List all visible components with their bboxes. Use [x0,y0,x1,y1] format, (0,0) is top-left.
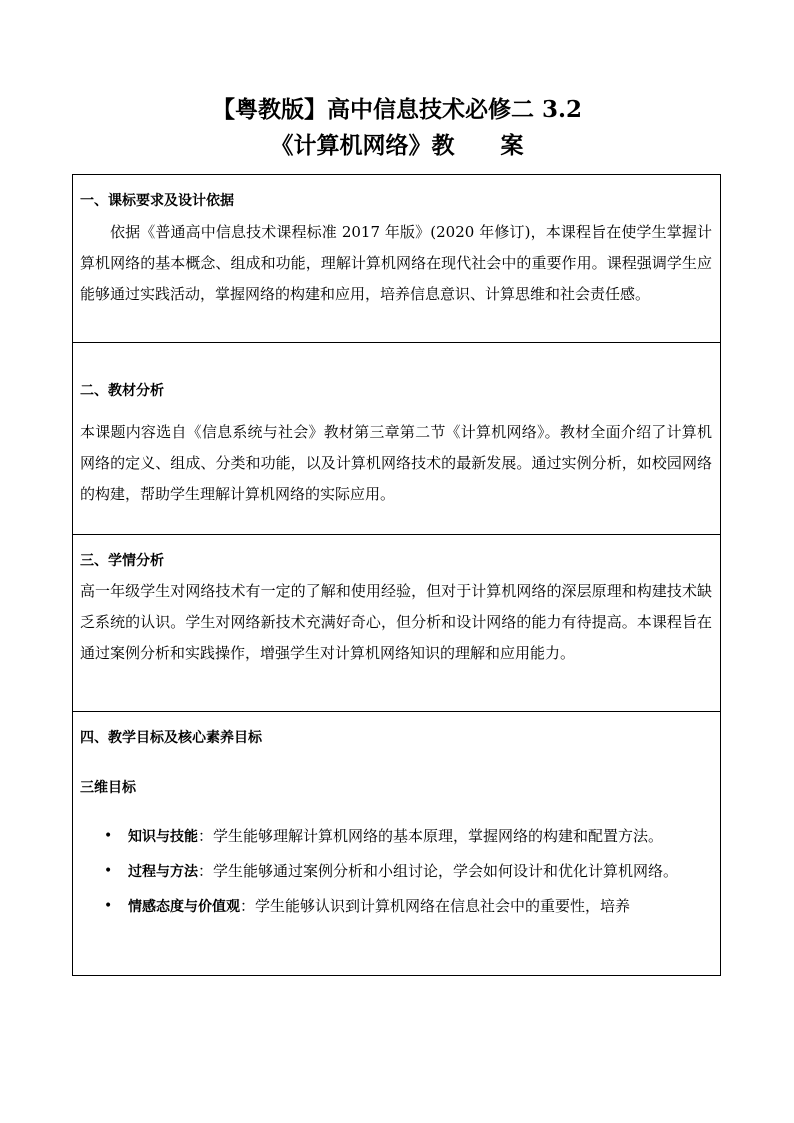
section-heading: 二、教材分析 [80,383,164,399]
objective-label: 情感态度与价值观 [128,899,240,915]
document-title-line-2: 《计算机网络》教 案 [270,132,524,159]
bullet-icon: • [104,898,113,914]
section-body: 高一年级学生对网络技术有一定的了解和使用经验，但对于计算机网络的深层原理和构建技术缺乏系统的认识。学生对网络新技术充满好奇心，但分析和设计网络的能力有待提高。本课程旨在通过案例分析和实践操作，增强学生对计算机网络知识的理解和应用能力。 [80,582,712,662]
section-curriculum-requirements [73,175,720,342]
bullet-icon: • [104,828,113,844]
section-subheading: 三维目标 [80,780,136,796]
section-body: 本课题内容选自《信息系统与社会》教材第三章第二节《计算机网络》。教材全面介绍了计算机网络的定义、组成、分类和功能，以及计算机网络技术的最新发展。通过实例分析，如校园网络的构建，帮助学生理解计算机网络的实际应用。 [80,423,712,503]
list-item [73,821,720,852]
section-teaching-objectives [73,712,720,975]
objective-text: ：学生能够认识到计算机网络在信息社会中的重要性，培养 [240,897,631,915]
section-body: 依据《普通高中信息技术课程标准 2017 年版》(2020 年修订)，本课程旨在使学生掌握计算机网络的基本概念、组成和功能，理解计算机网络在现代社会中的重要作用。课程强调学生应能够通过实践活动，掌握网络的构建和应用，培养信息意识、计算思维和社会责任感。 [80,223,712,303]
lesson-plan-table [72,174,721,976]
bullet-icon: • [104,863,113,879]
objectives-list [73,821,720,926]
objective-label: 知识与技能 [128,829,198,845]
objective-label: 过程与方法 [128,864,198,880]
objective-text: ：学生能够理解计算机网络的基本原理，掌握网络的构建和配置方法。 [198,827,664,845]
section-textbook-analysis [73,343,720,534]
document-title-line-1: 【粤教版】高中信息技术必修二 3.2 [211,96,583,123]
section-heading: 三、学情分析 [80,553,164,569]
objective-text: ：学生能够通过案例分析和小组讨论，学会如何设计和优化计算机网络。 [198,862,679,880]
section-student-analysis [73,535,720,711]
section-heading: 四、教学目标及核心素养目标 [80,730,262,746]
section-heading: 一、课标要求及设计依据 [80,193,234,209]
list-item [73,856,720,887]
list-item [73,891,720,922]
